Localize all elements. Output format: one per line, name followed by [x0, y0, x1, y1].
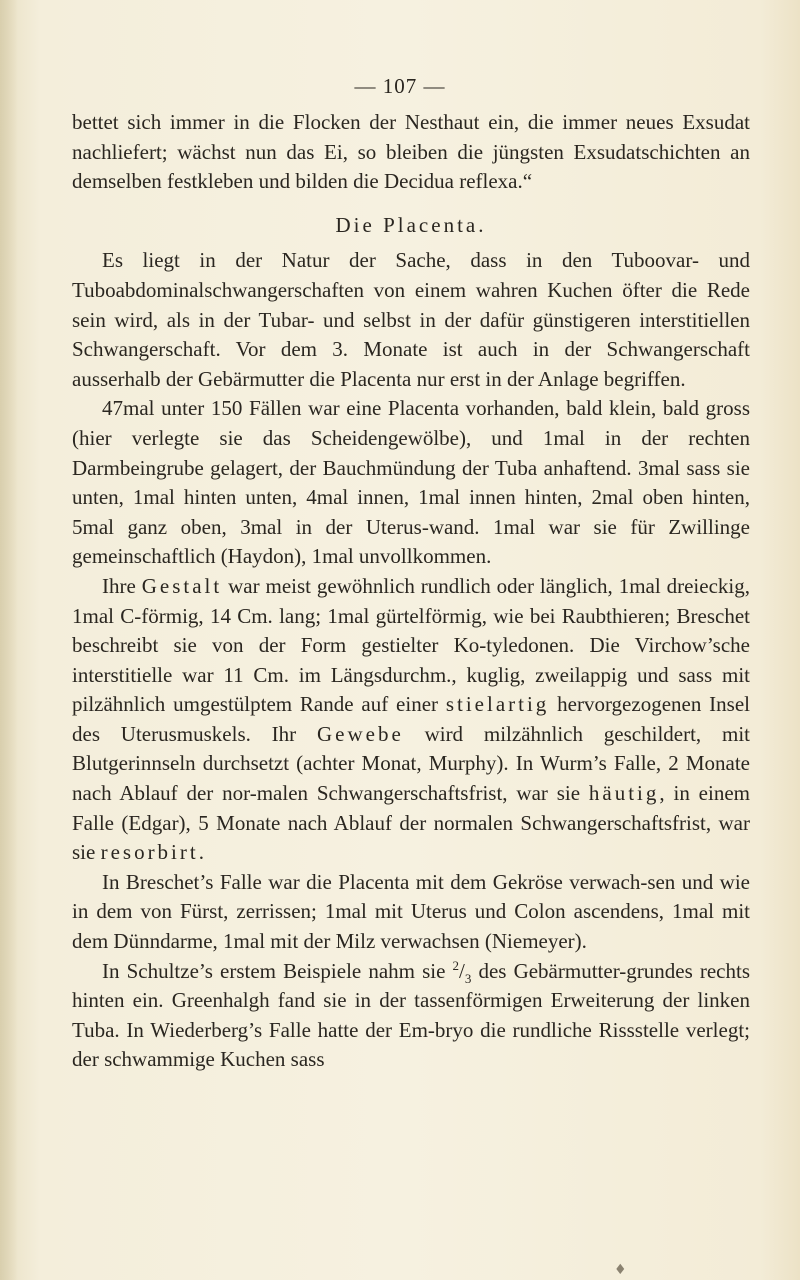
paragraph-intro: bettet sich immer in die Flocken der Nesthaut ein, die immer neues Exsudat nachliefert; wächst nun das Ei, so bleiben die jüngsten Exsudatschichten an demselben festkleben und bilden die Decidua reflexa.“ — [72, 110, 750, 194]
text-run: . — [198, 840, 204, 865]
spaced-word-gewebe: Gewebe — [316, 721, 404, 746]
spaced-word-haeutig: häutig — [588, 781, 660, 806]
paragraph-natur: Es liegt in der Natur der Sache, dass in den Tuboovar- und Tuboabdominalschwangerschaften von einem wahren Kuchen öfter die Rede sein wird, als in der Tubar- und selbst in der dafür günstigeren interstitiellen Schwangerschaft. Vor dem 3. Monate ist auch in der Schwangerschaft ausserhalb der Gebärmutter die Placenta nur erst in der Anlage begriffen. — [72, 248, 750, 391]
text-run: , in einem Falle (Edgar), 5 Monate nach Ablauf der normalen Schwangerschaftsfrist, war sie — [72, 781, 750, 865]
text-run: war meist gewöhnlich rundlich oder länglich, 1mal dreieckig, 1mal C-förmig, 14 Cm. lang; 1mal gürtelförmig, wie bei Raubthieren; Breschet beschreibt sie von der Form gestielter Ko-tyledonen. Die Virchow’sche interstitielle war 11 Cm. im Längsdurchm., kuglig, zweilappig und sass mit pilzähnlich umgestülptem Rande auf einer — [72, 573, 750, 717]
text-run: hervorgezogenen Insel des Uterusmuskels. Ihr — [72, 692, 750, 746]
fraction-denominator: 3 — [464, 970, 472, 986]
text-run: wird milzähnlich geschildert, mit Blutgerinnseln durchsetzt (achter Monat, Murphy). In Wurm’s Falle, 2 Monate nach Ablauf der nor-malen Schwangerschaftsfrist, war sie — [72, 721, 750, 806]
printer-mark-icon: ♦ — [614, 1262, 627, 1278]
fraction-numerator: 2 — [452, 957, 460, 973]
paragraph-breschet: In Breschet’s Falle war die Placenta mit dem Gekröse verwach-sen und wie in dem von Fürst, zerrissen; 1mal mit Uterus und Colon ascendens, 1mal mit dem Dünndarme, 1mal mit der Milz verwachsen (Niemeyer). — [72, 869, 750, 954]
page-number: — 107 — — [354, 74, 446, 98]
section-heading: Die Placenta. — [335, 212, 487, 237]
page-gutter-shadow — [0, 0, 18, 1280]
text-run: des Gebärmutter-grundes rechts hinten ein. Greenhalgh fand sie in der tassenförmigen Erweiterung der linken Tuba. In Wiederberg’s Falle hatte der Em-bryo die rundliche Rissstelle verlegt; der schwammige Kuchen sass — [72, 958, 750, 1072]
paragraph-gestalt — [72, 572, 750, 868]
page-body — [72, 108, 750, 1075]
text-run: Ihre — [102, 573, 142, 598]
spaced-word-resorbirt: resorbirt — [100, 840, 199, 865]
paragraph-schultze: In Schultze’s erstem Beispiele nahm sie $^2/_3$ des Gebärmutter-grundes rechts hinten ein. Greenhalgh fand sie in der tassenförmigen Erweiterung der linken Tuba. In Wiederberg’s Falle hatte der Em-bryo die rundliche Rissstelle verlegt; der schwammige Kuchen sass — [72, 957, 750, 1072]
spaced-word-stielartig: stielartig — [445, 692, 550, 717]
text-run: In Schultze’s erstem Beispiele nahm sie — [102, 958, 453, 983]
paragraph-faelle: 47mal unter 150 Fällen war eine Placenta vorhanden, bald klein, bald gross (hier verlegte sie das Scheidengewölbe), und 1mal in der rechten Darmbeingrube gelagert, der Bauchmündung der Tuba anhaftend. 3mal sass sie unten, 1mal hinten unten, 4mal innen, 1mal innen hinten, 2mal oben hinten, 5mal ganz oben, 3mal in der Uterus-wand. 1mal war sie für Zwillinge gemeinschaftlich (Haydon), 1mal unvollkommen. — [72, 396, 750, 569]
spaced-word-gestalt: Gestalt — [141, 573, 223, 598]
